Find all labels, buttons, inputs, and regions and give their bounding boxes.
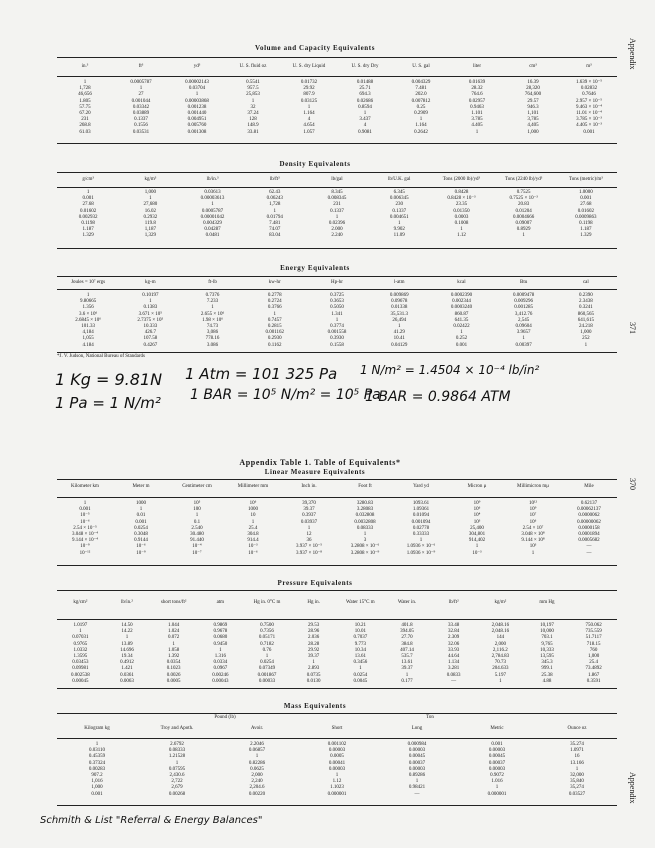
volume-header: U. S. fluid oz — [239, 64, 267, 69]
density-column: 1 0.001 27.68 0.01602 0.002932 0.1198 1.187 1.329 — [78, 190, 98, 239]
pressure-column: 0.7500 0.7356 0.05171 0.7182 0.76 1 0.0254 0.07349 0.001867 0.00033 — [257, 623, 277, 684]
density-column: 62.43 0.06243 1,728 1 0.01794 7.481 74.07 83.04 — [266, 190, 283, 239]
pressure-header: mm Hg — [539, 600, 555, 605]
energy-header: Joules = 10⁷ ergs — [71, 280, 106, 285]
mass-group-pound: Pound (lb) — [214, 715, 236, 720]
mass-column: 35.274 1.0971 16 13.166 1 32,000 35,840 35,274 0.03527 — [568, 742, 586, 797]
density-column: 1,000 1 27,680 16.02 0.2932 119.8 1,187 1,329 — [143, 190, 158, 239]
volume-column: 16.39 28,320 764,600 29.57 946.3 1,101 3,785 4,405 1,000 — [524, 80, 542, 135]
handwriting-pa: 1 Pa = 1 N/m² — [55, 394, 161, 412]
density-header: lb/U.K. gal — [388, 177, 411, 182]
density-column: 0.8428 0.8428 × 10⁻³ 23.35 0.01350 0.0003 0.1008 1 1.12 — [447, 190, 476, 239]
pressure-header: kg/m² — [494, 600, 507, 605]
footnote: *J. V. Judson, National Bureau of Standards — [57, 354, 146, 359]
linear-header: Yard yd — [413, 484, 429, 489]
density-column: 1.0000 0.001 27.68 0.01602 0.0009863 0.1198 1.187 1.329 — [575, 190, 597, 239]
density-column: 0.7525 0.7525 × 10⁻³ 20.83 0.01204 0.0004666 0.09007 0.8929 1 — [509, 190, 538, 239]
linear-header: Mile — [584, 484, 594, 489]
pressure-header: Water 15°C m — [346, 600, 375, 605]
mass-column: 2.6792 0.08333 1.21528 1 0.07595 2,430.6 2,722 2,679 0.00268 — [168, 742, 186, 797]
linear-column: 10⁶ 1000 10 1 25.4 304.8 914.4 10⁻³ 10⁻⁶ — [247, 501, 259, 556]
volume-header: ft³ — [138, 64, 144, 69]
energy-column: 0.7376 7.233 1 2.655 × 10⁶ 1.98 × 10⁶ 74.73 3,086 778.16 3.086 — [200, 293, 225, 348]
linear-column: 1093.61 1.09361 0.01094 0.001094 0.02778 0.33333 1 1.0936 × 10⁻⁶ 1.0936 × 10⁻⁹ — [406, 501, 436, 556]
pressure-header: lb/in.² — [121, 600, 133, 605]
mass-header: Ounce oz — [567, 726, 587, 731]
appendix-title: Appendix Table 1. Table of Equivalents* — [239, 458, 401, 467]
pressure-header: kg/cm² — [73, 600, 88, 605]
mass-group-ton: Ton — [426, 715, 434, 720]
density-header: lb/ft³ — [269, 177, 280, 182]
pressure-column: 29.53 28.96 2.036 28.28 29.92 39.37 1 2.893 0.0735 0.0130 — [306, 623, 321, 684]
pressure-column: 1.0197 1 0.07031 0.9765 1.0332 1.3595 0.03453 0.09981 0.002538 0.00045 — [70, 623, 90, 684]
energy-column: 0.3725 0.3653 0.5050 1.341 1 0.3774 0.001558 0.3930 0.1558 — [327, 293, 347, 348]
linear-header: Millimicron mμ — [517, 484, 549, 489]
pressure-column: 10.21 10.01 0.7037 9.773 10.34 13.61 0.3456 1 0.0254 0.0045 — [353, 623, 368, 684]
volume-title: Volume and Capacity Equivalents — [254, 44, 376, 52]
linear-header: Millimeter mm — [237, 484, 269, 489]
density-header: lb/gal — [331, 177, 343, 182]
energy-column: 1 9.80665 1.356 3.6 × 10⁶ 2.6845 × 10⁶ 101.33 4,184 1,055 4.184 — [75, 293, 102, 348]
side-label-371: 371 — [628, 322, 637, 334]
pressure-header: lb/ft² — [448, 600, 459, 605]
volume-header: in.³ — [81, 64, 89, 69]
linear-column: 10⁹ 10⁶ 10⁴ 10³ 25,400 304,801 914,402 1 10⁻³ — [468, 501, 486, 556]
side-label-appendix-bottom: Appendix — [628, 772, 637, 804]
volume-column: 0.01488 25.71 694.3 0.02686 0.8594 1 3.437 4 0.9081 — [356, 80, 374, 135]
pressure-column: 401.8 394.05 27.70 384.8 407.14 535.7 13.61 39.37 1 0.177 — [400, 623, 414, 684]
volume-header: m³ — [586, 64, 592, 69]
mass-column: 0.001102 0.00003 0.0005 0.00041 0.00003 1 1.12 1.1023 0.000001 — [327, 742, 347, 797]
handwriting-source-note: Schmith & List "Referral & Energy Balances" — [40, 815, 263, 826]
handwriting-nm2: 1 N/m² = 1.4504 × 10⁻⁴ lb/in² — [360, 363, 540, 377]
volume-header: U. S. dry Liquid — [292, 64, 326, 69]
energy-header: ft-lb — [208, 280, 217, 285]
volume-header: U. S. gal — [412, 64, 430, 69]
volume-column: 0.004329 7.481 202.0 0.007812 0.25 0.2909 1 1.164 0.2642 — [411, 80, 431, 135]
linear-column: 39,370 39.37 0.3937 0.03937 1 12 36 3.937 × 10⁻⁵ 3.937 × 10⁻⁸ — [296, 501, 322, 556]
mass-title: Mass Equivalents — [283, 702, 347, 710]
density-header: Tons (metric)/m³ — [568, 177, 603, 182]
volume-header: U. S. dry Dry — [351, 64, 379, 69]
energy-title: Energy Equivalents — [280, 264, 350, 272]
volume-column: 1 1,728 46,656 1.805 57.75 67.20 231 268.8 61.03 — [78, 80, 92, 135]
linear-column: 10¹² 10⁹ 10⁷ 10⁶ 2.54 × 10⁷ 3.048 × 10⁸ 9.144 × 10⁸ 10³ 1 — [521, 501, 545, 556]
energy-column: 0.10197 1 0.1383 3.671 × 10⁵ 2.7375 × 10⁵ 10.333 426.7 107.58 0.4267 — [137, 293, 164, 348]
side-label-370: 370 — [628, 478, 637, 490]
energy-column: 0.2778 0.2724 0.3766 1 0.7457 0.2815 0.001162 0.2930 0.1162 — [265, 293, 285, 348]
pressure-column: 750.062 735.559 51.7117 718.15 760 1,000 25.4 73.4892 1.867 0.3591 — [585, 623, 602, 684]
pressure-header: Water in. — [397, 600, 417, 605]
handwriting-atm: 1 Atm = 101 325 Pa — [185, 365, 338, 383]
pressure-column: 0.9869 0.9678 0.0680 0.9450 1 1.316 0.0334 0.0967 0.00246 0.00043 — [212, 623, 229, 684]
density-header: Tons (2000 lb)/yd³ — [442, 177, 481, 182]
linear-header: Centimeter cm — [182, 484, 212, 489]
energy-column: 0.0009478 0.009296 0.001285 3,412.76 2,545 0.09604 3.9657 1 0.00397 — [513, 293, 535, 348]
energy-header: cal — [582, 280, 589, 285]
energy-column: 0.0002390 0.002344 0.0003240 860.87 641.35 0.02422 1 0.252 0.001 — [450, 293, 473, 348]
density-column: 8.345 0.008345 231 0.1337 1 0.02396 2.000 2.240 — [327, 190, 347, 239]
pressure-title: Pressure Equivalents — [277, 579, 353, 587]
density-title: Density Equivalents — [279, 160, 351, 168]
mass-header: Avoir. — [250, 726, 264, 731]
mass-header: Short — [331, 726, 343, 731]
mass-column: 0.001 0.00003 0.00045 0.00037 0.00003 0.9072 1.016 1 0.000001 — [487, 742, 507, 797]
linear-header: Inch in. — [301, 484, 317, 489]
linear-title: Linear Measure Equivalents — [264, 468, 366, 476]
mass-column: 0.000984 0.00003 0.00045 0.00037 0.00003 0.89286 1 0.98421 — — [407, 742, 427, 797]
linear-column: 10⁵ 100 1 0.1 2.540 30.480 91.440 10⁻⁴ 10⁻⁷ — [190, 501, 204, 556]
volume-header: liter — [472, 64, 482, 69]
energy-header: Btu — [520, 280, 528, 285]
volume-header: yd³ — [193, 64, 201, 69]
mass-header: Metric — [490, 726, 504, 731]
linear-header: Meter m — [132, 484, 150, 489]
density-header: kg/m³ — [144, 177, 157, 182]
density-column: 0.03613 0.00003613 1 0.0005787 0.00001042 0.004329 0.04287 0.0481 — [200, 190, 225, 239]
pressure-column: 10,197 10,000 703.1 9,765 10,333 13,595 345.3 999.1 25.38 4.88 — [540, 623, 554, 684]
density-column: 6.345 0.006345 230 0.1337 0.004651 1 9.902 11.09 — [389, 190, 409, 239]
density-header: lb/in.³ — [206, 177, 219, 182]
pressure-column: 33.48 32.84 2.309 32.06 33.93 44.64 1.134 3.281 0.0833 — — [446, 623, 461, 684]
linear-column: 1 0.001 10⁻⁵ 10⁻⁶ 2.54 × 10⁻⁵ 3.048 × 10⁻⁴ 9.144 × 10⁻⁴ 10⁻⁹ 10⁻¹² — [72, 501, 98, 556]
linear-column: 1000 1 0.01 0.001 0.0254 0.3048 0.9144 10⁻⁶ 10⁻⁹ — [134, 501, 148, 556]
linear-header: Foot ft — [358, 484, 372, 489]
energy-header: l-atm — [393, 280, 405, 285]
density-header: Tons (2240 lb)/yd³ — [505, 177, 543, 182]
pressure-column: 1.044 1.024 0.072 1 1.058 1.392 0.0354 0.1023 0.0026 0.0005 — [166, 623, 181, 684]
mass-header: Kilogram kg — [84, 726, 110, 731]
pressure-header: Hg in. — [307, 600, 320, 605]
handwriting-bar-atm: 1 BAR = 0.9864 ATM — [365, 389, 511, 405]
volume-column: 0.00002143 0.03704 1 0.00003868 0.001238 0.001440 0.004951 0.005760 0.001308 — [185, 80, 209, 135]
volume-column: 1.639 × 10⁻⁵ 0.02832 0.7646 2.957 × 10⁻⁵ 9.463 × 10⁻⁴ 11.01 × 10⁻⁴ 3.785 × 10⁻³ 4.405 × 10⁻³ 0.001 — [576, 80, 602, 135]
volume-column: 0.0005787 1 27 0.001044 0.03342 0.03889 0.1337 0.1556 0.03531 — [130, 80, 152, 135]
linear-header: Micron μ — [467, 484, 487, 489]
energy-header: kw-hr — [268, 280, 281, 285]
pressure-column: 2,048.16 2,048.16 144 2,000 2,116.2 2,784.83 70.73 204.633 5.197 1 — [491, 623, 510, 684]
pressure-header: Hg in. 0°C m — [253, 600, 281, 605]
energy-header: Hp-hr — [331, 280, 343, 285]
energy-column: 0.2390 2.3438 0.3241 860,565 641,615 24.218 1,000 252 1 — [577, 293, 594, 348]
energy-header: kcal — [457, 280, 466, 285]
energy-header: kg-m — [145, 280, 156, 285]
linear-column: 0.62137 0.00062137 0.0000062 0.00000062 0.0000158 0.0001894 0.0005682 — — — [577, 501, 601, 556]
mass-header: Troy and Apoth. — [160, 726, 194, 731]
mass-column: 1 0.03110 0.45359 0.37324 0.00283 907.2 1,016 1,000 0.001 — [88, 742, 106, 797]
pressure-header: atm — [216, 600, 225, 605]
handwriting-bar: 1 BAR = 10⁵ N/m² = 10⁵ Pa — [190, 387, 381, 403]
handwriting-kg: 1 Kg = 9.81N — [55, 370, 163, 389]
pressure-column: 14.50 14.22 1 13.89 14.696 19.34 0.4912 1.421 0.0361 0.0063 — [120, 623, 134, 684]
linear-header: Kilometer km — [71, 484, 99, 489]
linear-column: 3280.83 3.28083 0.032808 0.0032808 0.08333 1 3 3.2808 × 10⁻⁶ 3.2808 × 10⁻⁹ — [350, 501, 380, 556]
volume-column: 0.01639 28.32 764.6 0.02957 0.9463 1.101 3.785 4.405 1 — [468, 80, 486, 135]
mass-header: Long — [411, 726, 423, 731]
side-label-appendix-top: Appendix — [628, 38, 637, 70]
volume-column: 0.5541 957.5 25,853 1 32 37.24 128 148.9 33.81 — [246, 80, 260, 135]
volume-header: cm³ — [529, 64, 537, 69]
pressure-header: short tons/ft² — [160, 600, 187, 605]
density-header: g/cm³ — [82, 177, 94, 182]
volume-column: 0.01732 29.92 807.9 0.03125 1 1.164 4 4.654 1.057 — [300, 80, 318, 135]
energy-column: 0.009869 0.09678 0.01338 35,531.3 26,494 1 41.29 10.41 0.04129 — [389, 293, 409, 348]
mass-column: 2.2046 0.06857 1 0.82286 0.0625 2,000 2,240 2,204.6 0.00220 — [248, 742, 266, 797]
